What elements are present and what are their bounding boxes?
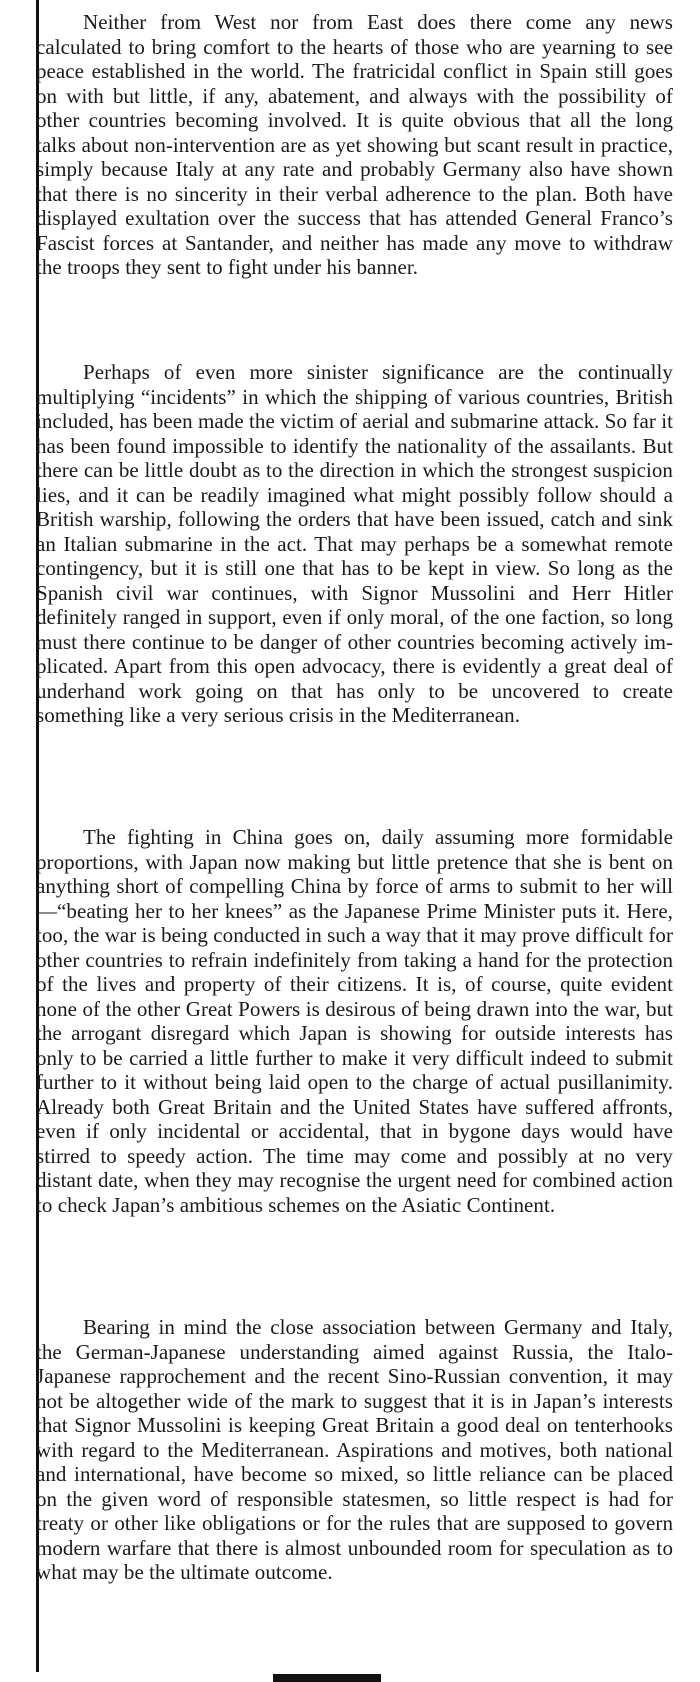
bottom-decorative-rule <box>273 1674 381 1682</box>
paragraph-china-fighting: The fighting in China goes on, daily assuming more formidable proportions, with Japan now making but little pretence that she is bent on anything short of compelling China by force of arms to submit to her will—“beating her to her knees” as the Japanese Prime Minister puts it. Here, too, the war is being conducted in such a way that it may prove difficult for other countries to refrain indefinitely from taking a hand for the protection of the lives and property of their citizens. It is, of course, quite evident none of the other Great Powers is desirous of being drawn into the war, but the arrogant disregard which Japan is showing for outside interests has only to be carried a little further to make it very difficult indeed to submit further to it without being laid open to the charge of actual pusillanimity. Already both Great Britain and the United States have suffered affronts, even if only incidental or accidental, that in bygone days would have stirred to speedy action. The time may come and possibly at no very distant date, when they may recognise the urgent need for combined action to check Japan’s ambitious schemes on the Asiatic Continent. <box>36 825 673 1217</box>
paragraph-mediterranean-incidents: Perhaps of even more sinister significance are the continually multiplying “incidents” in which the shipping of various countries, British included, has been made the victim of aerial and submarine attack. So far it has been found impossible to identify the nationality of the assailants. But there can be little doubt as to the direction in which the strongest suspicion lies, and it can be readily imagined what might possibly follow should a British warship, following the orders that have been issued, catch and sink an Italian submarine in the act. That may perhaps be a somewhat remote contingency, but it is still one that has to be kept in view. So long as the Spanish civil war continues, with Signor Mussolini and Herr Hitler definitely ranged in support, even if only moral, of the one faction, so long must there continue to be danger of other countries becoming actively implicated. Apart from this open advocacy, there is evidently a great deal of underhand work going on that has only to be uncovered to create something like a very serious crisis in the Mediterranean. <box>36 360 673 727</box>
paragraph-spain-conflict: Neither from West nor from East does there come any news calculated to bring comfort to the hearts of those who are yearning to see peace established in the world. The fratricidal conflict in Spain still goes on with but little, if any, abatement, and always with the possibility of other countries becoming involved. It is quite obvious that all the long talks about non-intervention are as yet showing but scant result in practice, simply because Italy at any rate and probably Germany also have shown that there is no sincerity in their verbal adherence to the plan. Both have displayed exultation over the success that has attended General Franco’s Fascist forces at Santander, and neither has made any move to withdraw the troops they sent to fight under his banner. <box>36 10 673 279</box>
article-page <box>36 0 673 1682</box>
paragraph-international-outlook: Bearing in mind the close association between Germany and Italy, the German-Japanese understanding aimed against Russia, the Italo-Japanese rapprochement and the recent Sino-Russian convention, it may not be altogether wide of the mark to suggest that it is in Japan’s interests that Signor Mussolini is keeping Great Britain a good deal on tenterhooks with regard to the Mediterranean. Aspirations and motives, both national and international, have become so mixed, so little reliance can be placed on the given word of responsible statesmen, so little respect is had for treaty or other like obligations or for the rules that are supposed to govern modern warfare that there is almost unbounded room for speculation as to what may be the ultimate outcome. <box>36 1315 673 1584</box>
